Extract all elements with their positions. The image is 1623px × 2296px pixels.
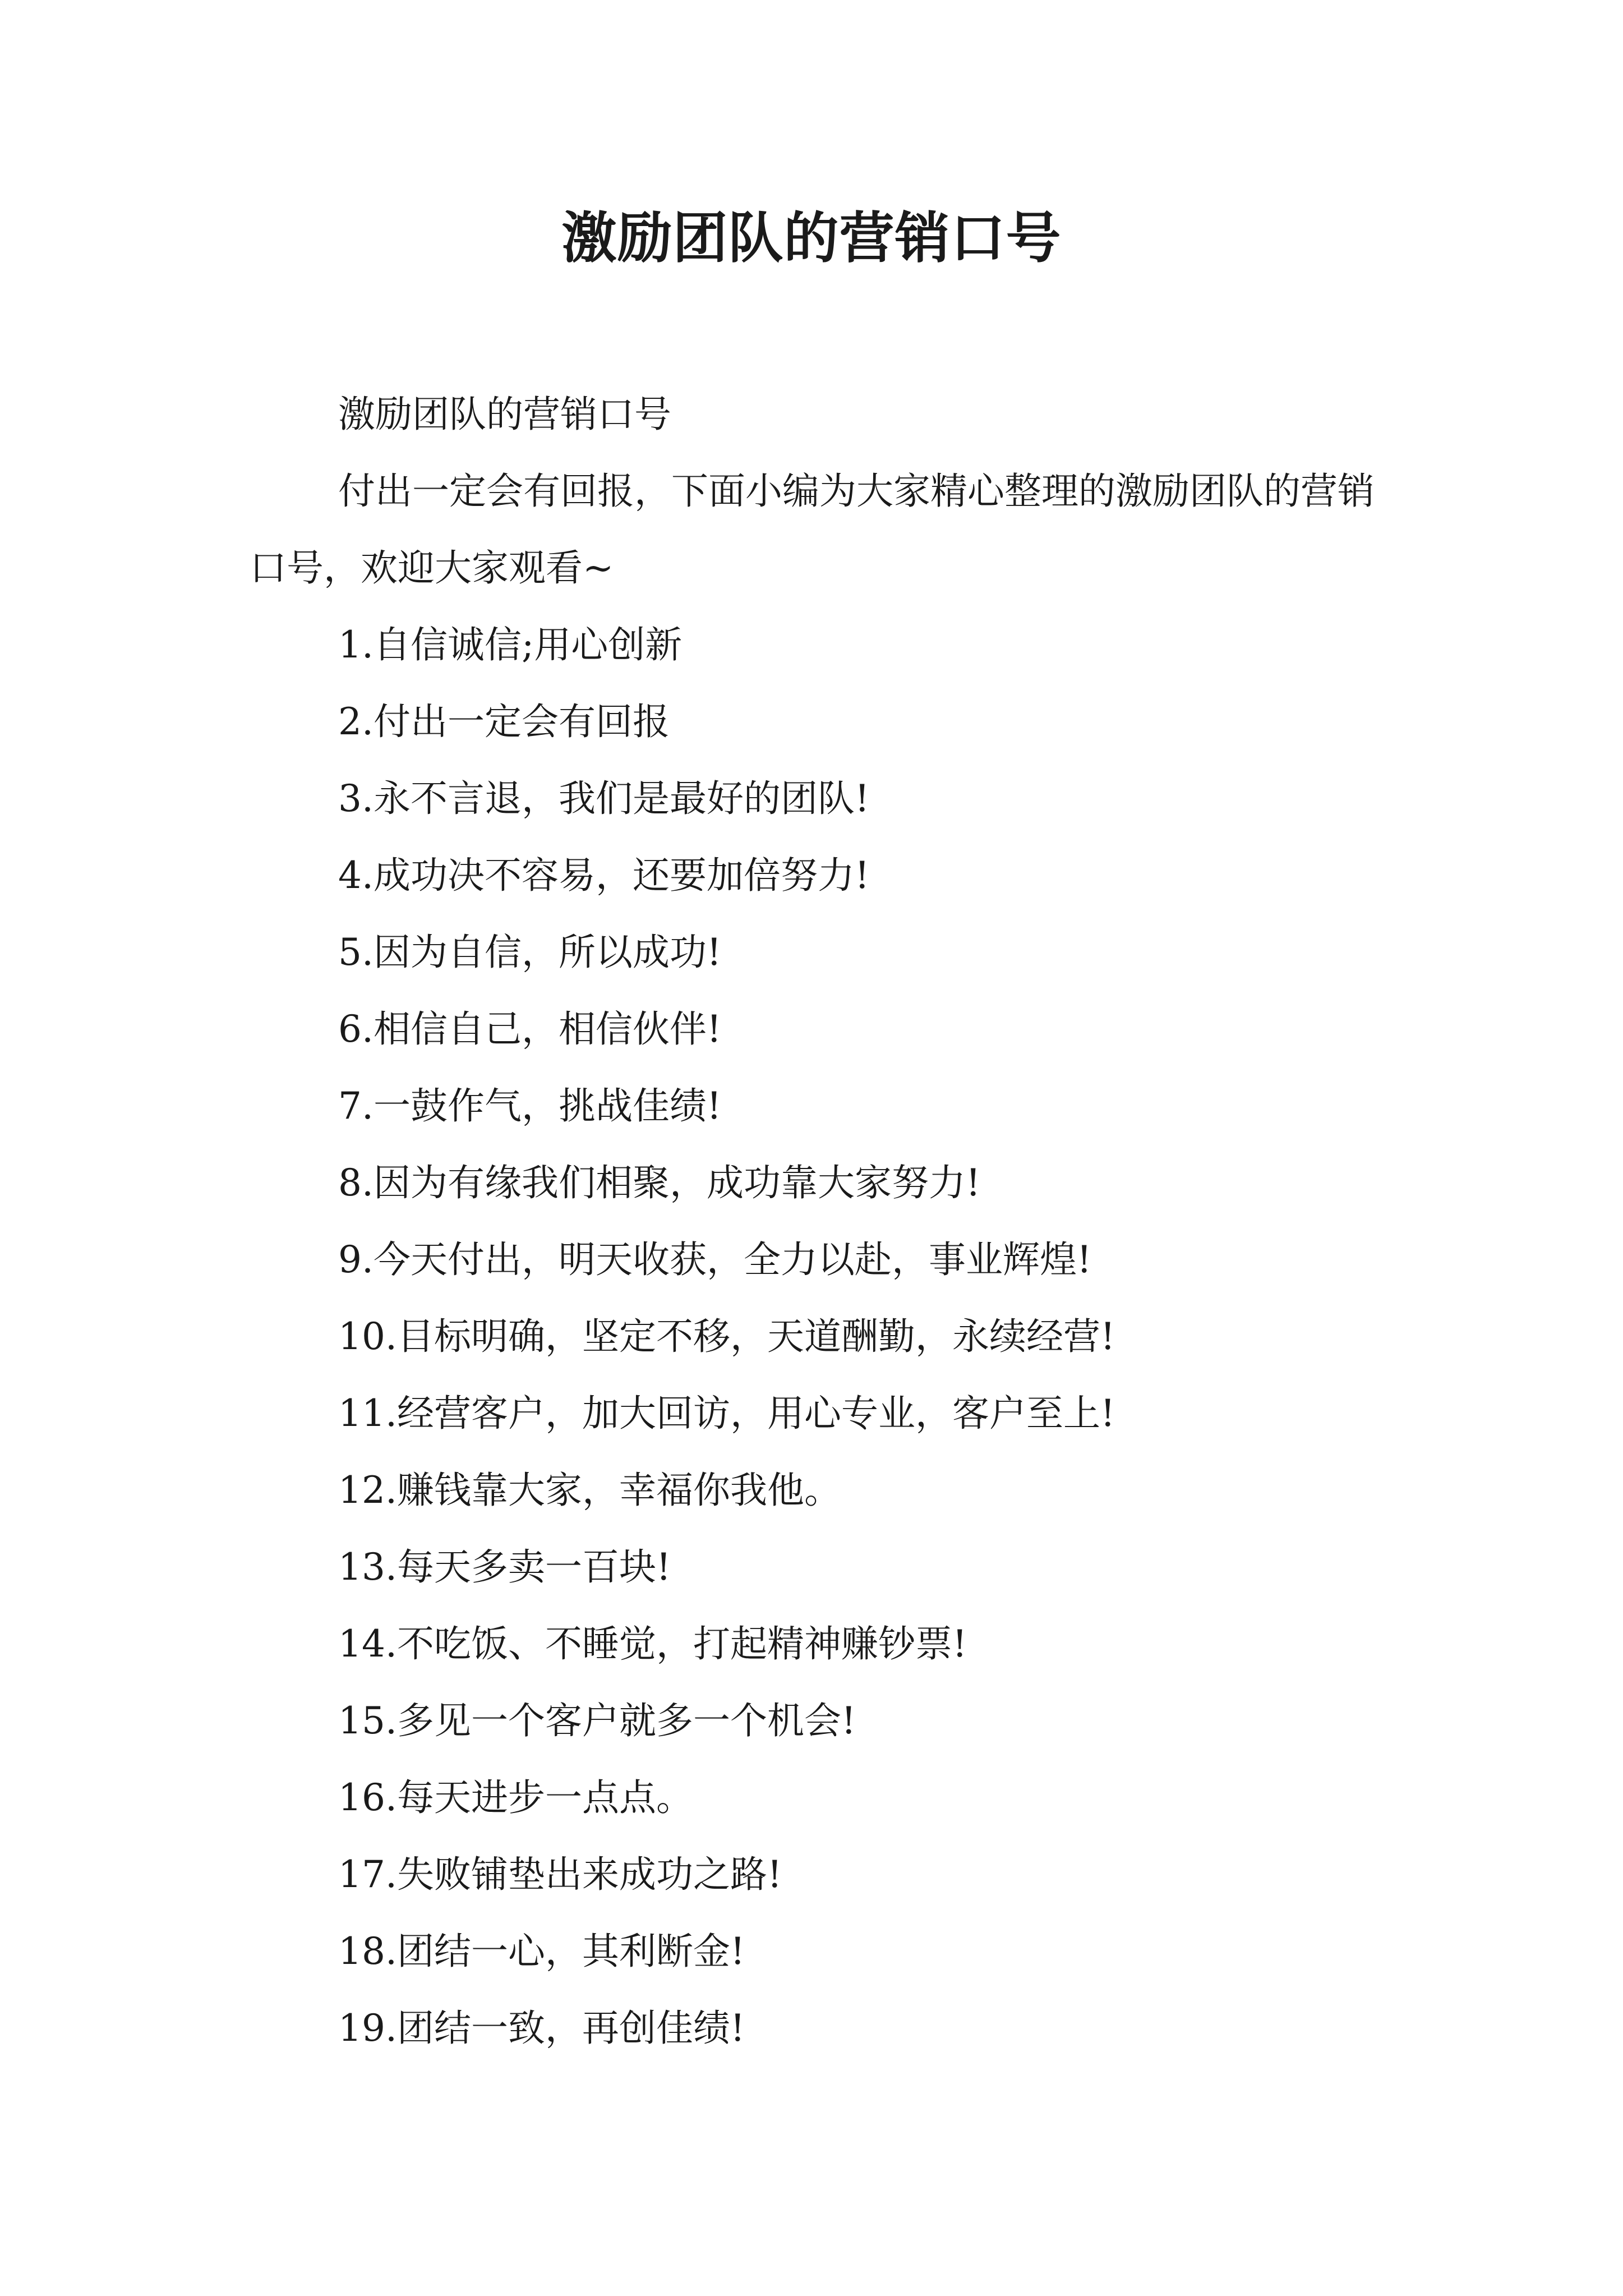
list-item: 1.自信诚信;用心创新 bbox=[338, 623, 683, 666]
document-body bbox=[250, 376, 1382, 2067]
list-item: 19.团结一致，再创佳绩! bbox=[338, 2007, 745, 2050]
list-item: 7.一鼓作气，挑战佳绩! bbox=[338, 1084, 722, 1128]
list-item: 16.每天进步一点点。 bbox=[338, 1776, 693, 1819]
list-item: 17.失败铺垫出来成功之路! bbox=[338, 1853, 782, 1896]
list-item: 11.经营客户，加大回访，用心专业，客户至上! bbox=[338, 1392, 1115, 1435]
list-item: 12.赚钱靠大家，幸福你我他。 bbox=[338, 1469, 841, 1512]
document-title: 激励团队的营销口号 bbox=[561, 206, 1062, 270]
list-item: 14.不吃饭、不睡觉，打起精神赚钞票! bbox=[338, 1622, 967, 1665]
list-item: 18.团结一心，其利断金! bbox=[338, 1930, 745, 1973]
list-item: 4.成功决不容易，还要加倍努力! bbox=[338, 854, 870, 897]
list-item: 6.相信自己，相信伙伴! bbox=[338, 1007, 722, 1051]
list-item: 9.今天付出，明天收获，全力以赴，事业辉煌! bbox=[338, 1238, 1092, 1281]
list-item: 3.永不言退，我们是最好的团队! bbox=[338, 777, 870, 820]
list-item: 10.目标明确，坚定不移，天道酬勤，永续经营! bbox=[338, 1315, 1115, 1358]
list-item: 8.因为有缘我们相聚，成功靠大家努力! bbox=[338, 1161, 981, 1204]
slogan-list bbox=[250, 606, 1382, 2067]
document-subtitle: 激励团队的营销口号 bbox=[338, 393, 671, 436]
intro-paragraph: 付出一定会有回报，下面小编为大家精心整理的激励团队的营销口号，欢迎大家观看~ bbox=[250, 470, 1375, 590]
list-item: 13.每天多卖一百块! bbox=[338, 1545, 671, 1589]
list-item: 5.因为自信，所以成功! bbox=[338, 931, 722, 974]
list-item: 15.多见一个客户就多一个机会! bbox=[338, 1699, 856, 1742]
list-item: 2.付出一定会有回报 bbox=[338, 700, 670, 743]
